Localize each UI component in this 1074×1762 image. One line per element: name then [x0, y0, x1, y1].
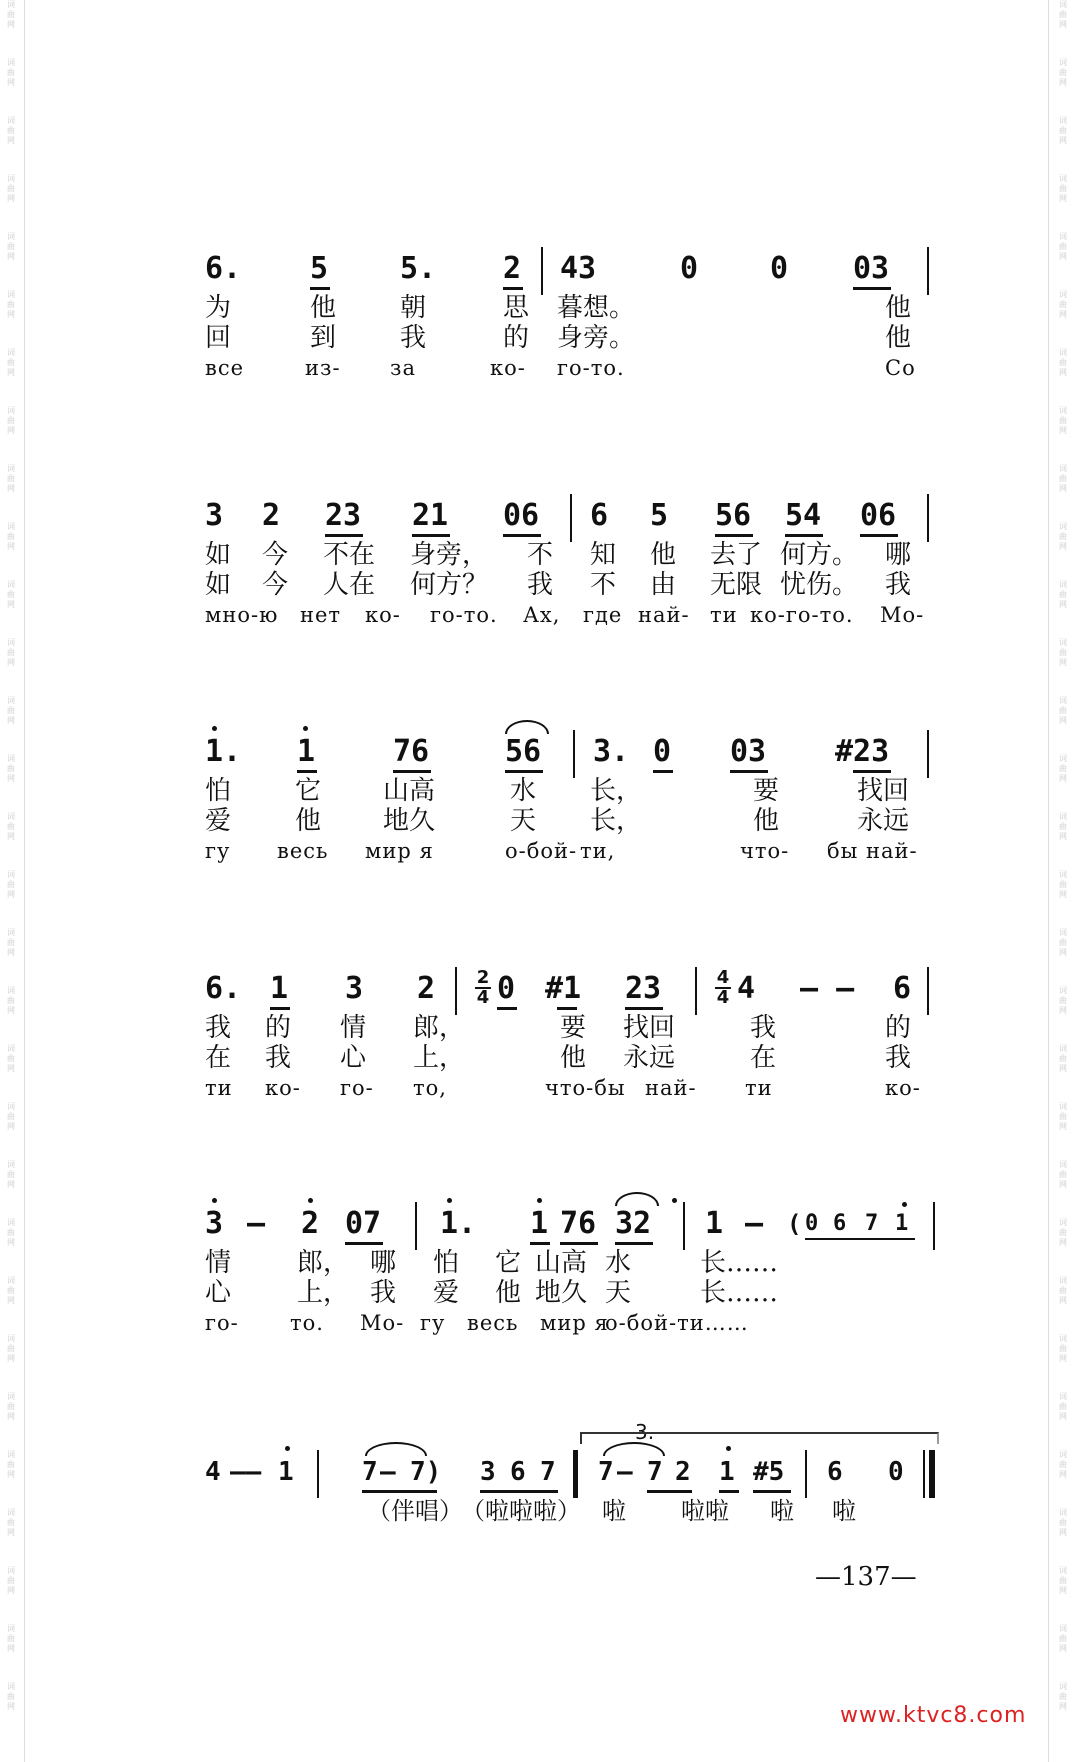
right-watermark-strip: [1052, 0, 1074, 1762]
barline: [573, 730, 575, 778]
tuplet-mark: 3.: [635, 1420, 655, 1444]
barline: [541, 247, 543, 295]
note: 03: [730, 734, 767, 769]
note: 7: [362, 1457, 378, 1487]
lyric-line-zh-2: 在 我 心 上， 他 永远 在 我: [205, 1043, 912, 1073]
note: 03: [853, 251, 890, 286]
note: 2: [503, 251, 522, 286]
note: 1: [270, 971, 289, 1006]
note: 2: [675, 1457, 691, 1487]
note: 06: [503, 498, 540, 533]
side-watermark-text: 词曲网: [1059, 812, 1067, 841]
side-watermark-text: 词曲网: [1059, 870, 1067, 899]
side-watermark-text: 词曲网: [7, 174, 15, 203]
site-watermark: www.ktvc8.com: [840, 1703, 1027, 1728]
note: 6.: [205, 251, 242, 286]
lyric-line-zh-2: 回 到 我 的 身旁。 他: [205, 323, 912, 353]
note: 2: [262, 498, 281, 533]
side-watermark-text: 词曲网: [1059, 754, 1067, 783]
note: 76: [560, 1206, 597, 1241]
note: 1: [719, 1457, 735, 1487]
note: 32: [615, 1206, 652, 1241]
side-watermark-text: 词曲网: [7, 1682, 15, 1711]
note: 6: [833, 1211, 847, 1236]
note: 5: [310, 251, 329, 286]
side-watermark-text: 词曲网: [7, 348, 15, 377]
side-watermark-text: 词曲网: [7, 754, 15, 783]
barline: [927, 730, 929, 778]
side-watermark-text: 词曲网: [7, 522, 15, 551]
note: 6: [510, 1457, 526, 1487]
side-watermark-text: 词曲网: [7, 1566, 15, 1595]
note: 0: [680, 251, 699, 286]
score-system-3: [205, 728, 940, 866]
note: —: [745, 1206, 764, 1241]
note: 1.: [440, 1206, 477, 1241]
lyric-line-zh-2: 如 今 人在 何方？ 我 不 由 无限 忧伤。 我: [205, 570, 912, 600]
side-watermark-text: 词曲网: [7, 928, 15, 957]
side-watermark-text: 词曲网: [1059, 1102, 1067, 1131]
side-watermark-text: 词曲网: [7, 1450, 15, 1479]
side-watermark-text: 词曲网: [1059, 1566, 1067, 1595]
note: 0: [888, 1457, 904, 1487]
note: 2: [417, 971, 436, 1006]
note: 6.: [205, 971, 242, 1006]
final-barline: [929, 1450, 935, 1498]
side-watermark-text: 词曲网: [7, 870, 15, 899]
side-watermark-text: 词曲网: [1059, 1508, 1067, 1537]
note: 56: [505, 734, 542, 769]
underline: [853, 287, 891, 290]
note: 0: [770, 251, 789, 286]
side-watermark-text: 词曲网: [7, 58, 15, 87]
note: 3: [205, 1206, 224, 1241]
note: 5: [650, 498, 669, 533]
side-watermark-text: 词曲网: [1059, 116, 1067, 145]
side-watermark-text: 词曲网: [7, 1276, 15, 1305]
note: 56: [715, 498, 752, 533]
side-watermark-text: 词曲网: [7, 290, 15, 319]
score-system-5: [205, 1200, 940, 1338]
notation-row: [205, 245, 940, 293]
side-watermark-text: 词曲网: [7, 1508, 15, 1537]
notation-row: [205, 1448, 940, 1496]
note: 23: [325, 498, 362, 533]
side-watermark-text: 词曲网: [7, 1160, 15, 1189]
side-watermark-text: 词曲网: [7, 1102, 15, 1131]
barline: [923, 1450, 925, 1498]
side-watermark-text: 词曲网: [1059, 348, 1067, 377]
repeat-barline: [573, 1450, 578, 1498]
lyric-line-ru: го- то. Мо- гу весь мир я о-бой-ти……: [205, 1311, 749, 1335]
barline: [927, 247, 929, 295]
note: 4: [205, 1457, 221, 1487]
note: 3: [480, 1457, 496, 1487]
notation-row: [205, 1200, 940, 1248]
side-watermark-text: 词曲网: [7, 812, 15, 841]
side-watermark-text: 词曲网: [1059, 406, 1067, 435]
barline: [455, 967, 457, 1015]
left-watermark-strip: [0, 0, 22, 1762]
side-watermark-text: 词曲网: [7, 638, 15, 667]
note: ——: [230, 1457, 262, 1487]
note: 1: [530, 1206, 549, 1241]
side-watermark-text: 词曲网: [1059, 638, 1067, 667]
side-watermark-text: 词曲网: [1059, 174, 1067, 203]
note: 6: [590, 498, 609, 533]
side-watermark-text: 词曲网: [1059, 1276, 1067, 1305]
side-watermark-text: 词曲网: [1059, 464, 1067, 493]
note: 23: [625, 971, 662, 1006]
side-watermark-text: 词曲网: [7, 696, 15, 725]
side-watermark-text: 词曲网: [1059, 1624, 1067, 1653]
lyric-line-zh-2: 爱 他 地久 天 长， 他 永远: [205, 806, 910, 836]
side-watermark-text: 词曲网: [1059, 696, 1067, 725]
barline: [927, 967, 929, 1015]
side-watermark-text: 词曲网: [1059, 580, 1067, 609]
side-watermark-text: 词曲网: [1059, 1160, 1067, 1189]
side-watermark-text: 词曲网: [1059, 1218, 1067, 1247]
side-watermark-text: 词曲网: [1059, 986, 1067, 1015]
note: —: [247, 1206, 266, 1241]
lyric-line-ru: гу весь мир я о-бой- ти, что- бы най-: [205, 839, 918, 863]
right-margin-line: [1048, 0, 1049, 1762]
note: —: [617, 1457, 633, 1487]
notation-row: [205, 965, 940, 1013]
note: 43: [560, 251, 597, 286]
note: 1: [278, 1457, 294, 1487]
note: #5: [753, 1457, 785, 1487]
note: #1: [545, 971, 582, 1006]
note: 0: [805, 1211, 819, 1236]
side-watermark-text: 词曲网: [7, 986, 15, 1015]
side-watermark-text: 词曲网: [1059, 290, 1067, 319]
lyric-line-zh-1: 如 今 不在 身旁， 不 知 他 去了 何方。 哪: [205, 540, 912, 570]
note: 7: [647, 1457, 663, 1487]
side-watermark-text: 词曲网: [7, 1624, 15, 1653]
side-watermark-text: 词曲网: [7, 1044, 15, 1073]
time-signature: 2 4: [476, 967, 490, 1008]
note: 06: [860, 498, 897, 533]
score-system-1: [205, 245, 940, 383]
underline: [503, 287, 523, 290]
note: 54: [785, 498, 822, 533]
side-watermark-text: 词曲网: [1059, 1682, 1067, 1711]
octave-dot: [672, 1198, 677, 1203]
lyric-line-zh-1: 情 郎， 哪 怕 它 山高 水 长……: [205, 1248, 779, 1278]
side-watermark-text: 词曲网: [7, 116, 15, 145]
side-watermark-text: 词曲网: [1059, 928, 1067, 957]
side-watermark-text: 词曲网: [1059, 232, 1067, 261]
barline: [933, 1202, 935, 1250]
note: 7: [865, 1211, 879, 1236]
underline: [310, 287, 330, 290]
side-watermark-text: 词曲网: [7, 406, 15, 435]
note: 0: [497, 971, 516, 1006]
side-watermark-text: 词曲网: [7, 580, 15, 609]
lyric-line-ru: ти ко- го- то, что-бы най- ти ко-: [205, 1076, 921, 1100]
side-watermark-text: 词曲网: [1059, 1334, 1067, 1363]
side-watermark-text: 词曲网: [1059, 58, 1067, 87]
note: (: [787, 1210, 802, 1238]
note: 5.: [400, 251, 437, 286]
lyric-line-ru: все из- за ко- го-то. Со: [205, 356, 916, 380]
note: 4: [737, 971, 756, 1006]
side-watermark-text: 词曲网: [7, 1334, 15, 1363]
note: 3: [205, 498, 224, 533]
time-signature: 4 4: [716, 967, 730, 1008]
note: 1.: [205, 734, 242, 769]
side-watermark-text: 词曲网: [7, 0, 15, 29]
side-watermark-text: 词曲网: [7, 464, 15, 493]
note: 3: [345, 971, 364, 1006]
side-watermark-text: 词曲网: [1059, 522, 1067, 551]
barline: [805, 1450, 807, 1498]
score-system-4: [205, 965, 940, 1103]
side-watermark-text: 词曲网: [1059, 1392, 1067, 1421]
note: #23: [835, 734, 890, 769]
side-watermark-text: 词曲网: [1059, 1450, 1067, 1479]
lyric-line-ru: мно-ю нет ко- го-то. Ах, где най- ти ко-го-то. Мо-: [205, 603, 925, 627]
note: 7: [598, 1457, 614, 1487]
note: 7): [410, 1457, 442, 1487]
note: — —: [800, 971, 855, 1006]
lyric-line-zh-1: 我 的 情 郎， 要 找回 我 的: [205, 1013, 912, 1043]
notation-row: [205, 728, 940, 776]
score-system-6: [205, 1420, 940, 1526]
lyric-line-zh: （伴唱） （啦啦啦） 啦 啦啦 啦 啦: [367, 1497, 856, 1525]
left-margin-line: [24, 0, 25, 1762]
side-watermark-text: 词曲网: [7, 232, 15, 261]
side-watermark-text: 词曲网: [7, 1218, 15, 1247]
side-watermark-text: 词曲网: [7, 1392, 15, 1421]
barline: [570, 494, 572, 542]
note: 6: [827, 1457, 843, 1487]
lyric-line-zh-2: 心 上， 我 爱 他 地久 天 长……: [205, 1278, 779, 1308]
note: 1: [705, 1206, 724, 1241]
note: 2: [301, 1206, 320, 1241]
note: 6: [893, 971, 912, 1006]
score-system-2: [205, 492, 940, 630]
side-watermark-text: 词曲网: [1059, 0, 1067, 29]
note: 3.: [593, 734, 630, 769]
notation-row: [205, 492, 940, 540]
note: 76: [393, 734, 430, 769]
barline: [317, 1450, 319, 1498]
lyric-line-zh-1: 怕 它 山高 水 长， 要 找回: [205, 776, 910, 806]
page-number: —137—: [815, 1562, 917, 1592]
note: 0: [653, 734, 672, 769]
note: 1: [895, 1211, 909, 1236]
note: 1: [297, 734, 316, 769]
lyric-line-zh-1: 为 他 朝 思 暮想。 他: [205, 293, 912, 323]
side-watermark-text: 词曲网: [1059, 1044, 1067, 1073]
barline: [927, 494, 929, 542]
barline: [683, 1202, 685, 1250]
barline: [695, 967, 697, 1015]
note: 21: [412, 498, 449, 533]
note: 7: [540, 1457, 556, 1487]
note: 07: [345, 1206, 382, 1241]
note: —: [380, 1457, 396, 1487]
barline: [415, 1202, 417, 1250]
